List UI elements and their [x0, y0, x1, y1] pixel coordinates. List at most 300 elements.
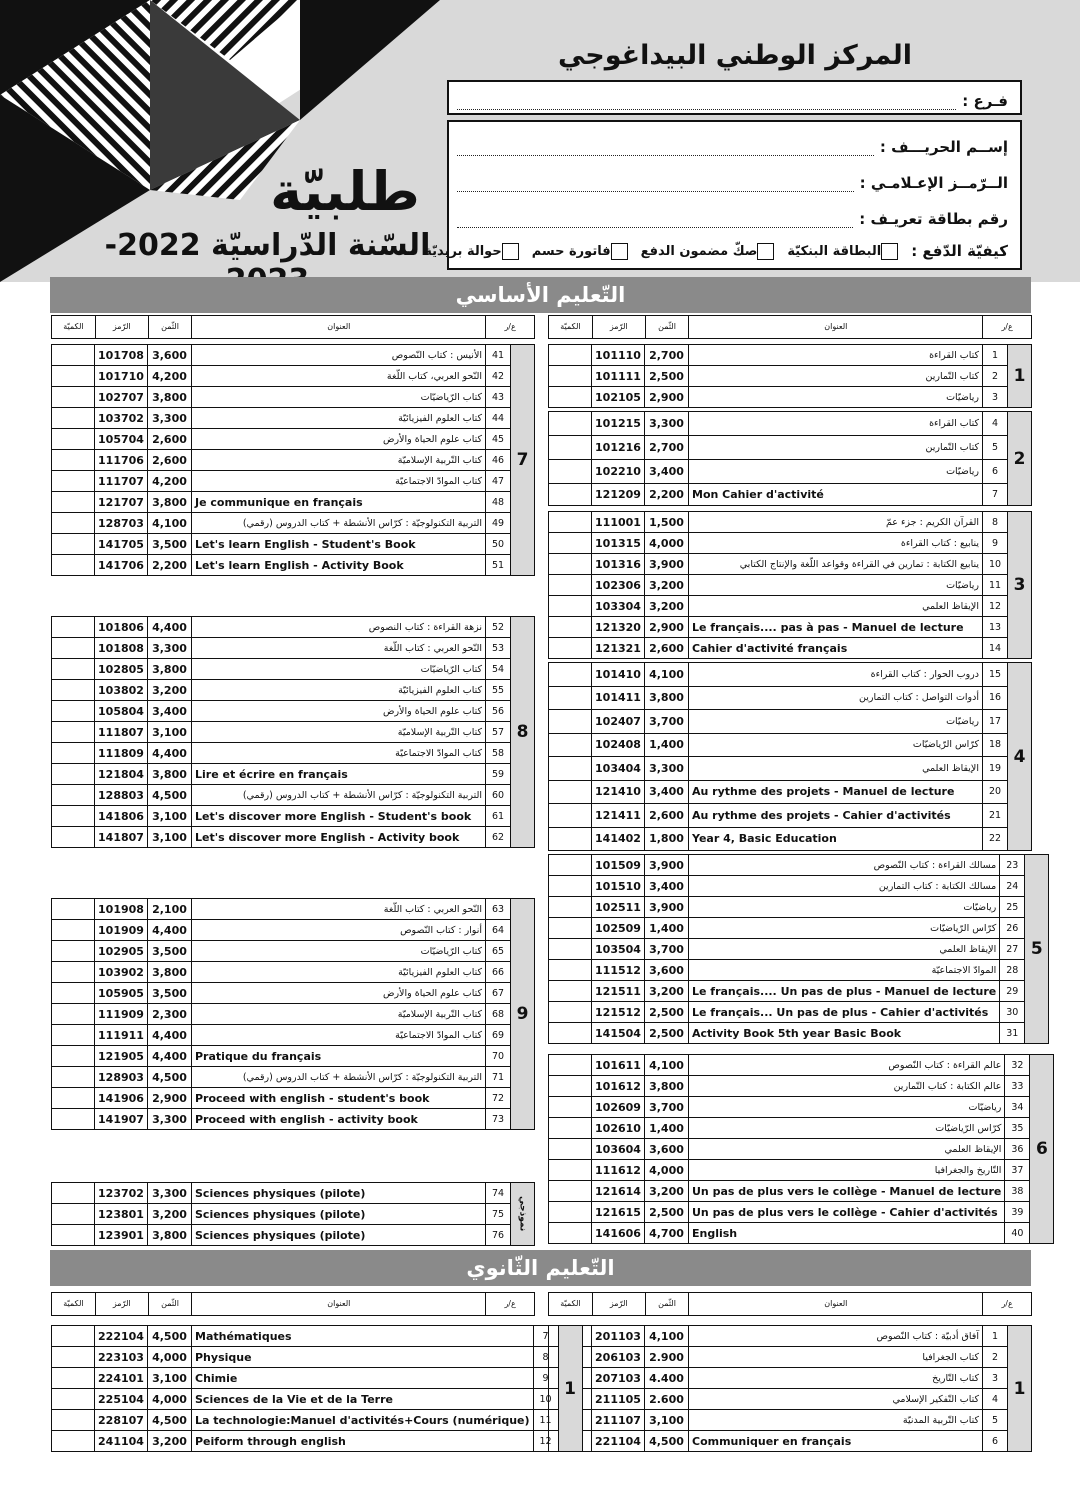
title-cell: كتاب التّمارين	[689, 366, 983, 387]
quantity-cell[interactable]	[52, 764, 95, 785]
table-row	[549, 1097, 1030, 1118]
branch-field-box	[447, 80, 1022, 115]
table-row	[52, 387, 511, 408]
quantity-cell[interactable]	[549, 780, 592, 804]
title-cell: Communiquer en français	[689, 1431, 983, 1452]
quantity-cell[interactable]	[52, 638, 95, 659]
row-number-cell: 34	[1005, 1097, 1030, 1118]
grade-label: نموذجي	[511, 1182, 535, 1246]
price-cell: 3,300	[148, 1109, 192, 1130]
table-row	[549, 827, 1008, 851]
quantity-cell[interactable]	[52, 450, 95, 471]
price-cell: 2,100	[148, 899, 192, 920]
grade-block	[548, 1054, 1054, 1244]
price-cell: 3,800	[148, 659, 192, 680]
quantity-cell[interactable]	[549, 366, 592, 387]
title-cell: La technologie:Manuel d'activités+Cours (numérique)	[192, 1410, 534, 1431]
price-cell: 2,600	[645, 638, 689, 659]
quantity-cell[interactable]	[52, 1431, 95, 1452]
price-cell: 2,700	[645, 345, 689, 366]
quantity-cell[interactable]	[52, 534, 95, 555]
title-cell: English	[689, 1223, 1005, 1244]
code-cell: 111001	[592, 512, 645, 533]
row-number-cell: 6	[983, 1431, 1008, 1452]
basic-education-heading: التّعليم الأساسي	[50, 277, 1031, 313]
row-number-cell: 10	[983, 554, 1008, 575]
price-cell: 4,200	[148, 366, 192, 387]
row-number-cell: 66	[486, 962, 511, 983]
quantity-cell[interactable]	[52, 806, 95, 827]
quantity-cell[interactable]	[52, 743, 95, 764]
price-cell: 1,400	[645, 918, 689, 939]
table-row	[549, 1002, 1025, 1023]
code-cell: 111612	[592, 1160, 645, 1181]
quantity-cell[interactable]	[52, 555, 95, 576]
table-row	[52, 1025, 511, 1046]
quantity-cell[interactable]	[549, 918, 592, 939]
table-row	[52, 1183, 511, 1204]
quantity-cell[interactable]	[549, 387, 592, 408]
title-cell: Year 4, Basic Education	[689, 827, 983, 851]
quantity-cell[interactable]	[549, 663, 592, 687]
price-cell: 3,400	[148, 701, 192, 722]
table-row	[549, 1368, 1008, 1389]
title-cell: مسالك الكتابة : كتاب التمارين	[689, 876, 1000, 897]
price-cell: 3,700	[645, 939, 689, 960]
quantity-cell[interactable]	[549, 1097, 592, 1118]
code-cell: 111911	[95, 1025, 148, 1046]
code-cell: 121321	[592, 638, 645, 659]
code-cell: 206103	[592, 1347, 645, 1368]
title-cell: الإيقاظ العلمي	[689, 757, 983, 781]
id-card-input-line[interactable]	[457, 214, 853, 228]
quantity-cell[interactable]	[52, 680, 95, 701]
quantity-cell[interactable]	[52, 1347, 95, 1368]
id-card-row	[457, 204, 1008, 228]
quantity-cell[interactable]	[549, 436, 592, 460]
checkbox-icon[interactable]	[611, 243, 628, 260]
quantity-cell[interactable]	[549, 412, 592, 436]
quantity-cell[interactable]	[549, 345, 592, 366]
quantity-cell[interactable]	[52, 722, 95, 743]
code-cell: 101510	[592, 876, 645, 897]
table-row	[549, 1202, 1030, 1223]
title-cell: كتاب علوم الحياة والأرض	[192, 701, 486, 722]
table-row	[52, 1326, 559, 1347]
title-cell: Je communique en français	[192, 492, 486, 513]
column-header-price: الثّمن	[148, 1293, 192, 1315]
quantity-cell[interactable]	[549, 596, 592, 617]
row-number-cell: 70	[486, 1046, 511, 1067]
row-number-cell: 74	[486, 1183, 511, 1204]
payment-option-postal-order[interactable]: حوالة بريديّة	[424, 243, 521, 260]
quantity-cell[interactable]	[52, 408, 95, 429]
price-cell: 3,100	[148, 1368, 192, 1389]
title-cell: Le français.... Un pas de plus - Manuel de lecture	[689, 981, 1000, 1002]
row-number-cell: 62	[486, 827, 511, 848]
code-cell: 121707	[95, 492, 148, 513]
code-cell: 102610	[592, 1118, 645, 1139]
title-cell: كتاب التّربية الإسلاميّة	[192, 450, 486, 471]
table-row	[52, 1410, 559, 1431]
quantity-cell[interactable]	[52, 1109, 95, 1130]
quantity-cell[interactable]	[52, 366, 95, 387]
column-header-qty: الكميّة	[560, 1299, 581, 1308]
row-number-cell: 6	[983, 460, 1008, 484]
quantity-cell[interactable]	[52, 983, 95, 1004]
table-row	[52, 743, 511, 764]
table-row	[52, 513, 511, 534]
checkbox-icon[interactable]	[757, 243, 774, 260]
quantity-cell[interactable]	[549, 1223, 592, 1244]
price-cell: 4,500	[148, 785, 192, 806]
row-number-cell: 68	[486, 1004, 511, 1025]
grade-block	[548, 411, 1032, 506]
quantity-cell[interactable]	[52, 387, 95, 408]
row-number-cell: 18	[983, 733, 1008, 757]
table-row	[52, 701, 511, 722]
quantity-cell[interactable]	[52, 899, 95, 920]
table-row	[52, 941, 511, 962]
quantity-cell[interactable]	[52, 1389, 95, 1410]
title-cell: Le français.... pas à pas - Manuel de lecture	[689, 617, 983, 638]
table-row	[549, 1223, 1030, 1244]
row-number-cell: 15	[983, 663, 1008, 687]
code-cell: 103604	[592, 1139, 645, 1160]
tax-id-input-line[interactable]	[457, 178, 854, 192]
table-row	[52, 659, 511, 680]
price-cell: 1,400	[645, 1118, 689, 1139]
title-cell: Sciences de la Vie et de la Terre	[192, 1389, 534, 1410]
column-header-qty: الكميّة	[63, 1299, 84, 1308]
grade-label: 1	[1008, 344, 1032, 408]
price-cell: 2,200	[148, 555, 192, 576]
title-cell: كتاب التّربية المدنيّة	[689, 1410, 983, 1431]
book-table	[548, 511, 1008, 659]
quantity-cell[interactable]	[549, 939, 592, 960]
client-name-label: إســم الحريـــف :	[879, 138, 1008, 156]
quantity-cell[interactable]	[52, 617, 95, 638]
quantity-cell[interactable]	[52, 962, 95, 983]
branch-row	[457, 86, 1008, 110]
row-number-cell: 8	[983, 512, 1008, 533]
quantity-cell[interactable]	[549, 1118, 592, 1139]
quantity-cell[interactable]	[549, 733, 592, 757]
column-header-qty: الكميّة	[63, 322, 84, 331]
title-cell: Let's learn English - Activity Book	[192, 555, 486, 576]
quantity-cell[interactable]	[52, 785, 95, 806]
price-cell: 3,400	[645, 876, 689, 897]
checkbox-icon[interactable]	[881, 243, 898, 260]
row-number-cell: 43	[486, 387, 511, 408]
price-cell: 4,500	[645, 1431, 689, 1452]
quantity-cell[interactable]	[52, 1088, 95, 1109]
grade-label: 9	[511, 898, 535, 1130]
row-number-cell: 33	[1005, 1076, 1030, 1097]
quantity-cell[interactable]	[52, 701, 95, 722]
code-cell: 102210	[592, 460, 645, 484]
quantity-cell[interactable]	[549, 554, 592, 575]
code-cell: 211107	[592, 1410, 645, 1431]
price-cell: 3,600	[148, 345, 192, 366]
code-cell: 141606	[592, 1223, 645, 1244]
code-cell: 103404	[592, 757, 645, 781]
title-cell: Let's discover more English - Student's book	[192, 806, 486, 827]
code-cell: 224101	[95, 1368, 148, 1389]
quantity-cell[interactable]	[549, 1181, 592, 1202]
quantity-cell[interactable]	[52, 471, 95, 492]
row-number-cell: 12	[983, 596, 1008, 617]
title-cell: Mon Cahier d'activité	[689, 484, 983, 506]
row-number-cell: 38	[1005, 1181, 1030, 1202]
title-cell: كتاب التّربية الإسلاميّة	[192, 1004, 486, 1025]
payment-option-bank-card[interactable]: البطاقة البنكيّة	[787, 243, 901, 260]
quantity-cell[interactable]	[549, 981, 592, 1002]
code-cell: 222104	[95, 1326, 148, 1347]
table-row	[52, 1389, 559, 1410]
quantity-cell[interactable]	[549, 1076, 592, 1097]
row-number-cell: 53	[486, 638, 511, 659]
quantity-cell[interactable]	[549, 855, 592, 876]
price-cell: 3,800	[148, 387, 192, 408]
grade-block	[51, 1182, 535, 1246]
code-cell: 123901	[95, 1225, 148, 1246]
quantity-cell[interactable]	[52, 513, 95, 534]
title-cell: أدوات التواصل : كتاب التمارين	[689, 686, 983, 710]
quantity-cell[interactable]	[549, 960, 592, 981]
row-number-cell: 72	[486, 1088, 511, 1109]
code-cell: 101316	[592, 554, 645, 575]
quantity-cell[interactable]	[549, 533, 592, 554]
row-number-cell: 71	[486, 1067, 511, 1088]
title-cell: كتاب الرّياضيّات	[192, 659, 486, 680]
row-number-cell: 57	[486, 722, 511, 743]
quantity-cell[interactable]	[549, 804, 592, 828]
client-name-input-line[interactable]	[457, 142, 874, 156]
code-cell: 101216	[592, 436, 645, 460]
price-cell: 3,800	[645, 686, 689, 710]
row-number-cell: 32	[1005, 1055, 1030, 1076]
table-row	[52, 1004, 511, 1025]
row-number-cell: 46	[486, 450, 511, 471]
quantity-cell[interactable]	[52, 827, 95, 848]
title-cell: Proceed with english - activity book	[192, 1109, 486, 1130]
column-header-num: ع/ر	[485, 1293, 534, 1315]
code-cell: 121209	[592, 484, 645, 506]
title-cell: Un pas de plus vers le collège - Cahier d'activités	[689, 1202, 1005, 1223]
price-cell: 2,500	[645, 1002, 689, 1023]
quantity-cell[interactable]	[52, 1204, 95, 1225]
table-row	[549, 617, 1008, 638]
price-cell: 4,400	[148, 1025, 192, 1046]
quantity-cell[interactable]	[549, 1202, 592, 1223]
price-cell: 4,100	[645, 1055, 689, 1076]
title-cell: Pratique du français	[192, 1046, 486, 1067]
quantity-cell[interactable]	[549, 484, 592, 506]
quantity-cell[interactable]	[549, 897, 592, 918]
code-cell: 128803	[95, 785, 148, 806]
table-row	[52, 1046, 511, 1067]
row-number-cell: 47	[486, 471, 511, 492]
quantity-cell[interactable]	[549, 757, 592, 781]
quantity-cell[interactable]	[549, 460, 592, 484]
price-cell: 3,200	[148, 1204, 192, 1225]
quantity-cell[interactable]	[52, 1183, 95, 1204]
quantity-cell[interactable]	[549, 686, 592, 710]
row-number-cell: 25	[1000, 897, 1025, 918]
quantity-cell[interactable]	[52, 1046, 95, 1067]
quantity-cell[interactable]	[549, 638, 592, 659]
row-number-cell: 11	[983, 575, 1008, 596]
table-row	[549, 960, 1025, 981]
quantity-cell[interactable]	[549, 512, 592, 533]
row-number-cell: 20	[983, 780, 1008, 804]
table-row	[549, 366, 1008, 387]
table-row	[549, 1326, 1008, 1347]
table-row	[549, 1055, 1030, 1076]
row-number-cell: 1	[983, 345, 1008, 366]
price-cell: 4,000	[148, 1389, 192, 1410]
title-cell: ينابيع الكتابة : تمارين في القراءة وقواعد اللّغة والإنتاج الكتابي	[689, 554, 983, 575]
quantity-cell[interactable]	[52, 1025, 95, 1046]
price-cell: 3,200	[645, 1181, 689, 1202]
title-cell: Sciences physiques (pilote)	[192, 1225, 486, 1246]
table-row	[52, 1431, 559, 1452]
code-cell: 105704	[95, 429, 148, 450]
row-number-cell: 4	[983, 412, 1008, 436]
quantity-cell[interactable]	[52, 492, 95, 513]
price-cell: 2.900	[645, 1347, 689, 1368]
code-cell: 101908	[95, 899, 148, 920]
quantity-cell[interactable]	[52, 659, 95, 680]
title-cell: الإيقاظ العلمي	[689, 939, 1000, 960]
branch-label: فـرع :	[962, 92, 1008, 110]
quantity-cell[interactable]	[52, 941, 95, 962]
title-cell: كتاب علوم الحياة والأرض	[192, 983, 486, 1004]
code-cell: 111707	[95, 471, 148, 492]
checkbox-icon[interactable]	[502, 243, 519, 260]
quantity-cell[interactable]	[52, 1368, 95, 1389]
table-row	[549, 897, 1025, 918]
client-info-box	[424, 120, 1022, 270]
code-cell: 121411	[592, 804, 645, 828]
price-cell: 3,300	[148, 1183, 192, 1204]
table-row	[549, 1181, 1030, 1202]
price-cell: 2,600	[148, 429, 192, 450]
book-table	[51, 616, 511, 848]
title-cell: أنوار : كتاب النّصوص	[192, 920, 486, 941]
title-cell: كتاب الموادّ الاجتماعيّة	[192, 743, 486, 764]
price-cell: 3,500	[148, 983, 192, 1004]
quantity-cell[interactable]	[52, 1225, 95, 1246]
grade-label: 5	[1025, 854, 1049, 1044]
header-band	[0, 0, 1080, 282]
tax-id-row	[457, 168, 1008, 192]
quantity-cell[interactable]	[549, 876, 592, 897]
book-table	[548, 854, 1025, 1044]
code-cell: 102609	[592, 1097, 645, 1118]
quantity-cell[interactable]	[549, 575, 592, 596]
title-cell: رياضيّات	[689, 460, 983, 484]
table-row	[52, 1347, 559, 1368]
table-row	[52, 1204, 511, 1225]
title-cell: كتاب الموادّ الاجتماعيّة	[192, 1025, 486, 1046]
title-cell: كتاب العلوم الفيزيائيّة	[192, 680, 486, 701]
title-cell: كتاب القراءة	[689, 412, 983, 436]
code-cell: 228107	[95, 1410, 148, 1431]
quantity-cell[interactable]	[549, 617, 592, 638]
code-cell: 111809	[95, 743, 148, 764]
code-cell: 102407	[592, 710, 645, 734]
price-cell: 3,400	[645, 780, 689, 804]
row-number-cell: 2	[983, 366, 1008, 387]
code-cell: 105905	[95, 983, 148, 1004]
quantity-cell[interactable]	[52, 1067, 95, 1088]
column-header-price: الثّمن	[645, 316, 689, 338]
code-cell: 102905	[95, 941, 148, 962]
title-cell: Au rythme des projets - Cahier d'activités	[689, 804, 983, 828]
row-number-cell: 7	[983, 484, 1008, 506]
quantity-cell[interactable]	[52, 1004, 95, 1025]
quantity-cell[interactable]	[549, 1023, 592, 1044]
price-cell: 4,400	[148, 743, 192, 764]
quantity-cell[interactable]	[52, 920, 95, 941]
table-row	[52, 555, 511, 576]
row-number-cell: 49	[486, 513, 511, 534]
book-table	[51, 1325, 559, 1452]
branch-input-line[interactable]	[457, 96, 956, 110]
price-cell: 3,700	[645, 1097, 689, 1118]
quantity-cell[interactable]	[549, 1160, 592, 1181]
title-cell: التربية التكنولوجيّة : كرّاس الأنشطة + كتاب الدروس (رقمي)	[192, 1067, 486, 1088]
quantity-cell[interactable]	[549, 827, 592, 851]
quantity-cell[interactable]	[549, 1002, 592, 1023]
table-row	[549, 1023, 1025, 1044]
row-number-cell: 3	[983, 387, 1008, 408]
row-number-cell: 39	[1005, 1202, 1030, 1223]
title-cell: Chimie	[192, 1368, 534, 1389]
quantity-cell[interactable]	[549, 710, 592, 734]
quantity-cell[interactable]	[52, 1326, 95, 1347]
title-cell: الإيقاظ العلمي	[689, 1139, 1005, 1160]
row-number-cell: 35	[1005, 1118, 1030, 1139]
table-row	[52, 764, 511, 785]
book-table	[548, 1054, 1030, 1244]
code-cell: 111909	[95, 1004, 148, 1025]
payment-option-discount-invoice[interactable]: فاتورة حسم	[532, 243, 631, 260]
column-header-num: ع/ر	[485, 316, 534, 338]
quantity-cell[interactable]	[52, 1410, 95, 1431]
quantity-cell[interactable]	[52, 429, 95, 450]
row-number-cell: 26	[1000, 918, 1025, 939]
quantity-cell[interactable]	[549, 1139, 592, 1160]
row-number-cell: 56	[486, 701, 511, 722]
price-cell: 2,500	[645, 366, 689, 387]
price-cell: 4,500	[148, 1067, 192, 1088]
table-row	[549, 554, 1008, 575]
price-cell: 3,500	[148, 534, 192, 555]
row-number-cell: 11	[533, 1410, 558, 1431]
quantity-cell[interactable]	[52, 345, 95, 366]
payment-option-certified-check[interactable]: صكّ مضمون الدفع	[641, 243, 778, 260]
title-cell: Sciences physiques (pilote)	[192, 1204, 486, 1225]
code-cell: 101315	[592, 533, 645, 554]
book-table	[51, 1182, 511, 1246]
title-cell: كتاب الموادّ الاجتماعيّة	[192, 471, 486, 492]
row-number-cell: 58	[486, 743, 511, 764]
table-row	[52, 534, 511, 555]
quantity-cell[interactable]	[549, 1055, 592, 1076]
